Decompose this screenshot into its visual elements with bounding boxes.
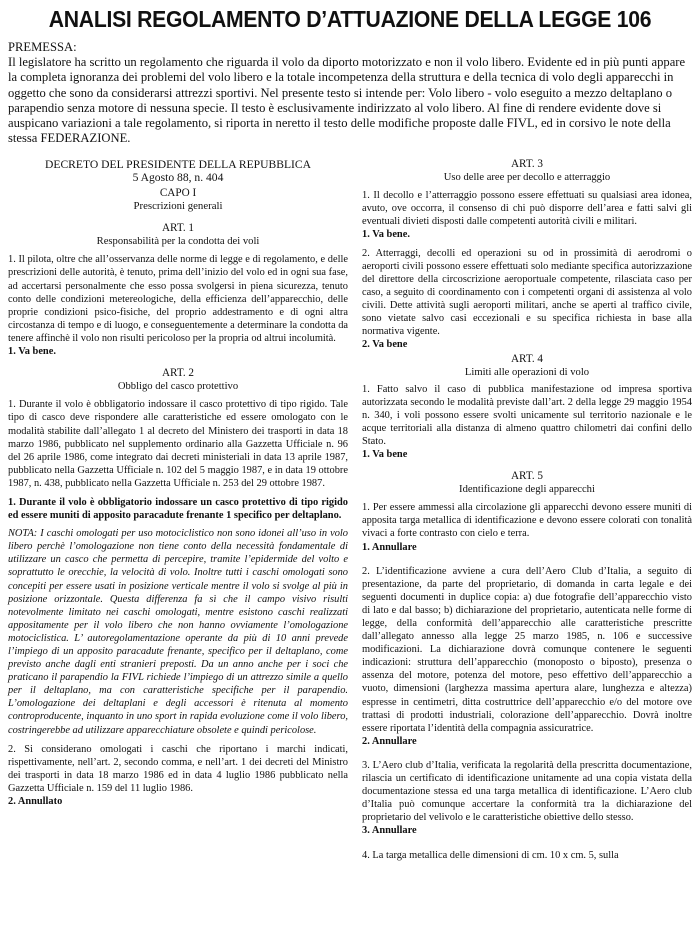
art1-paragraph-1: 1. Il pilota, oltre che all’osservanza delle norme di legge e di regolamento, e delle prescrizioni delle autorità, è tenuto, prima dell’inizio del volo ed in ogni sua fase, ad accertarsi personalmente che esso possa svolgersi in piena sicurezza, tenuto conto delle condizioni metereologiche, della efficienza dell’apparecchio, delle proprie condizioni psico-fisiche, del proprio addestramento e di ogni altra circostanza di tempo e di luogo, e conseguentemente a determinare la condotta da tenere affinchè il volo non risulti pericoloso per la propria od altrui incolumità.	[8, 254, 348, 344]
art2-heading: ART. 2	[161, 367, 195, 380]
art3-verdict-1: 1. Va bene.	[362, 229, 410, 241]
art1-heading: ART. 1	[161, 222, 195, 235]
art2-subheading: Obbligo del casco protettivo	[117, 381, 239, 393]
art5-paragraph-4: 4. La targa metallica delle dimensioni di cm. 10 x cm. 5, sulla	[362, 849, 619, 861]
decree-title: DECRETO DEL PRESIDENTE DELLA REPUBBLICA	[44, 158, 311, 171]
art2-proposed-text: 1. Durante il volo è obbligatorio indossare un casco protettivo di tipo rigido ed essere muniti di apposito paracadute frenante 1 specifico per deltaplano.	[8, 496, 348, 522]
art5-paragraph-1: 1. Per essere ammessi alla circolazione gli apparecchi devono essere muniti di apposita targa metallica di identificazione e devono essere colorati con tonalità vivaci a forte contrasto con cielo e terra.	[362, 502, 692, 540]
art4-verdict-1: 1. Va bene	[362, 448, 408, 460]
intro-section	[8, 40, 694, 146]
art4-paragraph-1: 1. Fatto salvo il caso di pubblica manifestazione od impresa sportiva autorizzata secondo le modalità previste dall’art. 2 della legge 29 maggio 1954 n. 340, i voli possono essere svolti unicamente sul territorio nazionale e le acque territoriali alla distanza di almeno quattro chilometri dai confini dello Stato.	[362, 383, 692, 447]
art2-note: NOTA: I caschi omologati per uso motociclistico non sono idonei all’uso in volo libero perchè l’omologazione non tiene conto della necessità fondamentale di utilizzare un casco che permetta di percepire, tramite l’epidermide del volto e soprattutto le orecchie, la velocità di volo. Inoltre tutti i caschi omologati sono concepiti per essere usati in posizione verticale mentre il volo si svolge al più in posizione orizzontale. Questa differenza fa sì che il campo visivo risulti notevolmente limitato nei caschi omologati, mentre esistono caschi realizzati appositamente per il volo libero che non hanno ovviamente l’omologazione motociclistica. L’ autoregolamentazione operante da più di 10 anni prevede l’impiego di un apposito paracadute frenante, specifico per il deltaplano, come previsto anche dagli enti stranieri preposti. Da un anno anche per i soci che praticano il parapendio la FIVL richiede l’impiego di un attrezzo simile a quello per il deltaplano, ma con caratteristiche specifiche per il parapendio. L’omologazione dei deltaplani e degli accessori è ritenuta al momento controproducente, inquanto in uno sport in rapida evoluzione come il volo libero, costringerebbe ad utilizzare apparecchiature obsolete e quindi pericolose.	[8, 528, 348, 736]
art5-verdict-3: 3. Annullare	[362, 825, 417, 837]
art2-paragraph-2: 2. Si considerano omologati i caschi che riportano i marchi indicati, rispettivamente, nell’art. 2, secondo comma, e nell’art. 1 dei decreti del Ministro dei trasporti in data 18 marzo 1986 ed in data 4 luglio 1986 pubblicato nella Gazzetta Ufficiale n. 159 del 11 luglio 1986.	[8, 743, 348, 794]
art3-paragraph-2: 2. Atterraggi, decolli ed operazioni su od in prossimità di aerodromi o aeroporti civili possono essere effettuati solo mediante specifica autorizzazione del direttore della circoscrizione aeroportuale competente, rilasciata caso per caso, a seguito di coordinamento con i competenti organi di assistenza al volo civili. Dette attività sugli aeroporti militari, anche se aperti al traffico civile, sono vietate salvo casi eccezionali e su specifica richiesta in base alla normativa vigente.	[362, 247, 692, 338]
intro-label: PREMESSA:	[8, 40, 77, 54]
art5-subheading: Identificazione degli apparecchi	[459, 484, 595, 496]
art2-verdict-2: 2. Annullato	[8, 796, 63, 808]
art3-heading: ART. 3	[510, 158, 544, 170]
art5-paragraph-2: 2. L’identificazione avviene a cura dell’Aero Club d’Italia, a seguito di presentazione, da parte del proprietario, di domanda in carta legale e dei seguenti documenti in duplice copia: a) due fotografie dell’apparecchio visto di lato e dal basso; b) dichiarazione del proprietario, autenticata nelle forme di legge, della conformità dell’apparecchio alle caratteristiche prescritte dall’allegato annesso alla legge 25 marzo 1985, n. 106 e successive modificazioni. La dichiarazione dovrà comunque contenere le seguenti indicazioni: struttura dell’apparecchio (monoposto o biposto), presenza o assenza del motore, potenza del motore, peso effettivo dell’apparecchio a vuoto, dimensioni (larghezza massima apertura alare, lunghezza e altezza) espresse in centimetri, ditta costruttrice dell’apparecchio e/o del motore ove trattasi di prodotti industriali, colorazione dell’apparecchio. Dovrà inoltre essere riportata l’identità della compagnia assicuratrice.	[362, 565, 692, 734]
art1-subheading: Responsabilità per la condotta dei voli	[96, 236, 260, 248]
art5-verdict-1: 1. Annullare	[362, 541, 417, 553]
art1-verdict: 1. Va bene.	[8, 346, 56, 358]
decree-date: 5 Agosto 88, n. 404	[132, 171, 224, 184]
left-column	[8, 158, 348, 813]
art3-subheading: Uso delle aree per decollo e atterraggio	[443, 172, 611, 184]
art4-heading: ART. 4	[510, 353, 544, 366]
page-title: ANALISI REGOLAMENTO D’ATTUAZIONE DELLA LEGGE 106	[48, 6, 652, 32]
intro-text: Il legislatore ha scritto un regolamento che riguarda il volo da diporto motorizzato e non il volo libero. Evidente ed in più punti appare la completa ignoranza dei problemi del volo libero e la totale incompetenza della struttura e della tecnica di volo degli apparecchi in oggetto che sono da considerarsi attrezzi sportivi. Nel presente testo si intende per: Volo libero - volo eseguito a mezzo deltaplano o parapendio senza motore di nessuna specie. Il testo è esclusivamente indirizzato al volo libero. Al fine di rendere evidente dove si auspicano variazioni a tale regolamento, si riporta in neretto il testo delle modifiche proposte dalle FIVL, ed in corsivo le note della stessa FEDERAZIONE.	[8, 55, 686, 146]
art2-paragraph-1: 1. Durante il volo è obbligatorio indossare il casco protettivo di tipo rigido. Tale tipo di casco deve rispondere alle caratteristiche ed essere omologato con le modalità stabilite dall’allegato 1 al decreto del Ministero dei trasporti in data 18 marzo 1986, pubblicato nel supplemento ordinario alla Gazzetta Ufficiale n. 96 del 26 aprile 1986, come integrato dai decreti ministeriali in data 13 aprile 1987, pubblicato nella Gazzetta Ufficiale n. 102 del 5 maggio 1987, e in data 19 ottobre 1987, n. 438, pubblicato nella Gazzetta Ufficiale n. 253 del 29 ottobre 1987.	[8, 399, 348, 489]
art5-heading: ART. 5	[510, 470, 544, 483]
art5-paragraph-3: 3. L’Aero club d’Italia, verificata la regolarità della prescritta documentazione, rilascia un certificato di identificazione unitamente ad una copia vistata della documentazione stessa ed una targa metallica di identificazione. L’Aero club d’Italia può comunque accertare la conformità tra la dichiarazione del proprietario del velivolo e le caratteristiche obiettive dello stesso.	[362, 759, 692, 824]
art4-subheading: Limiti alle operazioni di volo	[464, 367, 590, 379]
art3-verdict-2: 2. Va bene	[362, 339, 408, 351]
right-column	[362, 158, 692, 862]
art5-verdict-2: 2. Annullare	[362, 735, 417, 747]
art3-paragraph-1: 1. Il decollo e l’atterraggio possono essere effettuati su qualsiasi area idonea, avuto, ove occorra, il consenso di chi può disporre dell’area e fatti salvi gli eventuali divieti disposti dalle competenti autorità civili e militari.	[362, 190, 692, 228]
capo-heading: CAPO I	[159, 187, 197, 199]
capo-subheading: Prescrizioni generali	[133, 200, 223, 213]
